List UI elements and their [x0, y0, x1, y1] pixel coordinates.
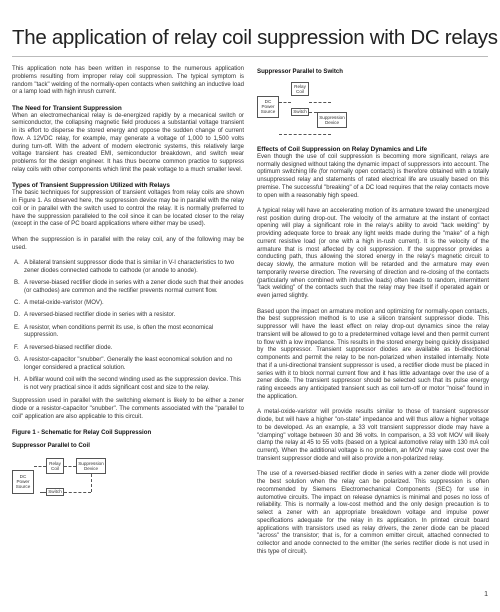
list-letter: A.: [14, 260, 20, 266]
dc-power-source-label: DC Power Source: [260, 99, 276, 115]
need-paragraph: When an electromechanical relay is de-energized rapidly by a mecanical switch or semiconductor, the collapsing magnetic field produces a substantial voltage transient in its effort to disperse the stored energy and oppose the sudden change of current flow. A 12VDC relay, for example, may generate a voltage of 1,000 to 1,500 volts during turn-off. With the advent of modern electronic systems, this relatively large voltage transient has created EMI, semiconductor breakdown, and switch wear problems for the design engineer. It has thus become common practice to suppress relay coils with other components which limit the peak voltage to a much smaller level.: [12, 112, 244, 173]
suppression-device-box: [76, 458, 106, 474]
left-column: [12, 66, 244, 516]
list-letter: H.: [14, 376, 21, 383]
diagram-parallel-to-switch: [257, 78, 377, 140]
dc-power-source-box: [257, 96, 279, 118]
wire: [91, 474, 92, 492]
effects-paragraph: Even though the use of coil suppression is becoming more significant, relays are normally designed without taking the dynamic impact of suppressors into account. The optimum switching life (for normally open contacts) is therefore obtained with a totally unsuppressed relay and statements of rated electrical life are usually based on this premise. The successful "breaking" of a DC load requires that the relay contacts move to open with a reasonably high speed.: [257, 153, 489, 199]
wire: [64, 466, 76, 467]
when-paragraph: When the suppression is in parallel with the relay coil, any of the following may be used.: [12, 236, 244, 251]
reversed-paragraph: The use of a reversed-biased rectifier diode in series with a zener diode will provide the best solution when the relay can be polarized. This suppression is often recommended by Siemens Electromechanical Components (SEC) for use in automotive circuits. The impact on release dynamics is minimal and poses no loss of reliability. This is normally a low-cost method and the only design precaution is to select a zener with an appropriate breakdown voltage and impulse power specifications adequate for the relay in its application. In printed circuit board applications with transistors used as relay drivers, the zener diode can be placed "across" the transistor; that is, for a common emitter circuit, attached connected to collector and anode connected to the emitter (the series rectifier diode is not used in this type of circuit).: [257, 471, 489, 555]
list-item: [12, 357, 244, 373]
switch-paragraph: Suppression used in parallel with the switching element is likely to be either a zener diode or a resistor-capacitor "snubber". The comments associated with the "parallel to coil" application are also applicable to this circuit.: [12, 398, 244, 420]
title-rule: [12, 56, 488, 57]
intro-paragraph: This application note has been written in response to the numerous application problems resulting from improper relay coil suppression. The typical symptom is random "tack" welding of the normally-open contacts when switching an inductive load or a lamp load with high inrush current.: [12, 66, 244, 96]
diagram-coil-title: Suppressor Parallel to Coil: [12, 441, 90, 449]
list-item: [12, 345, 244, 353]
page-title: The application of relay coil suppression with DC relays: [12, 26, 498, 49]
dc-power-source-label: DC Power Source: [15, 474, 31, 490]
relay-coil-box: [291, 82, 309, 96]
list-letter: F.: [14, 344, 19, 351]
relay-coil-label: Relay Coil: [294, 83, 306, 94]
list-text: A resistor-capacitor "snubber". Generally the least economical solution and no longer considered a practical solution.: [24, 356, 233, 371]
list-text: A bifilar wound coil with the second winding used as the suppression device. This is not very practical since it adds significant cost and size to the relay.: [24, 376, 242, 391]
page-number: 1: [484, 591, 488, 598]
diagram-switch-title: Suppressor Parallel to Switch: [257, 68, 344, 75]
list-text: A bilateral transient suppressor diode that is similar in V-I characteristics to two zener diodes connected cathode to cathode (or anode to anode).: [24, 260, 235, 274]
wire: [309, 102, 331, 103]
list-text: A metal-oxide-varistor (MOV).: [24, 300, 104, 306]
list-text: A reversed-biased rectifier diode.: [24, 344, 113, 351]
wire: [309, 112, 317, 113]
wire: [279, 134, 331, 135]
wire: [34, 466, 46, 467]
diagram-parallel-to-coil: [12, 452, 132, 510]
right-column: [257, 66, 489, 564]
switch-label: Switch: [48, 489, 62, 495]
suppression-device-label: Suppression Device: [319, 114, 345, 125]
list-letter: E.: [14, 324, 20, 331]
wire: [279, 102, 291, 103]
relay-coil-box: [46, 458, 64, 474]
relay-coil-label: Relay Coil: [49, 460, 61, 471]
list-item: [12, 260, 244, 276]
list-text: A reversed-biased rectifier diode in series with a resistor.: [24, 312, 176, 319]
list-text: A reverse-biased rectifier diode in series with a zener diode such that their anodes (or cathodes) are common and the rectifier prevents normal current flow.: [24, 280, 244, 294]
switch-box: [46, 488, 64, 496]
heading-types: Types of Transient Suppression Utilized with Relays: [12, 182, 170, 190]
heading-effects: Effects of Coil Suppression on Relay Dynamics and Life: [257, 145, 428, 153]
list-letter: B.: [14, 280, 20, 286]
list-item: [12, 280, 244, 296]
suppression-device-box: [317, 112, 347, 128]
switch-label: Switch: [293, 109, 307, 115]
list-item: [12, 300, 244, 308]
list-letter: G.: [14, 356, 21, 363]
list-text: A resistor, when conditions permit its use, is often the most economical suppression.: [24, 324, 214, 339]
mov-paragraph: A metal-oxide-varistor will provide results similar to those of transient suppressor diode, but will have a higher "on-state" impedance and will thus allow a higher voltage to be developed. As an example, a 33 volt transient suppressor diode may have a "clamping" voltage between 30 and 36 volts. In comparison, a 33 volt MOV will likely clamp the relay at 45 to 55 volts (based on a typical automotive relay with 130 mA coil current). When the additional voltage is no problem, an MOV may save cost over the transient suppressor diode and will also provide a non-polarized relay.: [257, 409, 489, 462]
wire: [40, 492, 46, 493]
figure-title: Figure 1 - Schematic for Relay Coil Suppression: [12, 429, 152, 437]
list-letter: D.: [14, 312, 21, 319]
typical-paragraph: A typical relay will have an accelerating motion of its armature toward the unenergized rest position during drop-out. The velocity of the armature at the instant of contact opening will play a significant role in the relay's ability to avoid "tack welding" by providing adequate force to break any light welds made during the "make" of a high current resistive load (or one with a high in-rush current). It is the velocity of the armature that is most affected by coil suppression. If the suppressor provides a conducting path, thus allowing the stored energy in the relay's magnetic circuit to decay slowly, the armature motion will be retarded and the armature may even temporarily reverse direction. The reversing of direction and re-closing of the contacts (particularly when combined with inductive loads) often leads to random, intermittent "tack welding" of the contacts such that the relay may free itself if operated again or even jarred slightly.: [257, 207, 489, 300]
dc-power-source-box: [12, 470, 34, 494]
list-letter: C.: [14, 300, 21, 306]
suppression-list: [12, 260, 244, 392]
heading-need: The Need for Transient Suppression: [12, 104, 122, 112]
wire: [64, 492, 91, 493]
suppression-device-label: Suppression Device: [78, 460, 104, 471]
types-paragraph: The basic techniques for suppression of transient voltages from relay coils are shown in Figure 1. As observed here, the suppression device may be in parallel with the relay coil or in parallel with the switch used to control the relay. It is normally preferred to have the suppression paralleled to the coil since it can be located closer to the relay (except in the case of PC board applications where either may be used).: [12, 190, 244, 228]
based-paragraph: Based upon the impact on armature motion and optimizing for normally-open contacts, the best suppression method is to use a silicon transient suppressor diode. This suppressor will have the least effect on relay drop-out dynamics since the relay transient will be allowed to go to a predetermined voltage level and then permit current to flow with a low impedance. This results in the stored energy being quickly dissipated by the suppressor. Transient suppressor diodes are available as bi-directional components and permit the relay to be non-polarized when installed internally. Note that if a uni-directional transient suppressor is used, a rectifier diode must be placed in series with it to block normal current flow and it has little advantage over the use of a zener diode. The transient suppressor should be selected such that its pulse energy rating exceeds any anticipated transient such as coil turn-off or motor "noise" found in the application.: [257, 308, 489, 400]
list-item: [12, 312, 244, 320]
switch-box: [291, 108, 309, 116]
list-item: [12, 325, 244, 341]
list-item: [12, 377, 244, 393]
